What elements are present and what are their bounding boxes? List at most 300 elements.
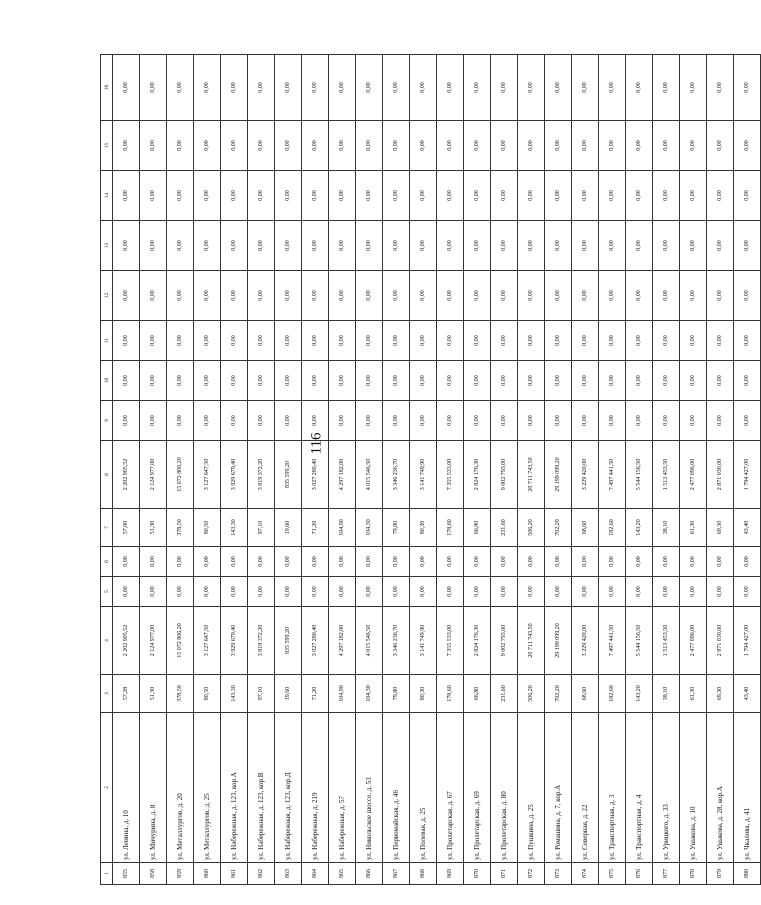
value-cell: 15 072 806,20 xyxy=(167,441,194,509)
value-cell: 0,00 xyxy=(302,547,329,577)
value-cell: 0,00 xyxy=(140,271,167,321)
column-header: 11 xyxy=(101,321,113,361)
value-cell: 0,00 xyxy=(707,321,734,361)
address-cell: ул. Набережная, д. 219 xyxy=(302,713,329,863)
value-cell: 0,00 xyxy=(302,401,329,441)
value-cell: 0,00 xyxy=(518,271,545,321)
value-cell: 69,30 xyxy=(707,509,734,547)
table-row xyxy=(194,55,221,885)
value-cell: 0,00 xyxy=(167,221,194,271)
value-cell: 7 355 533,00 xyxy=(437,441,464,509)
address-cell: ул. Металлургов, д. 25 xyxy=(194,713,221,863)
value-cell: 0,00 xyxy=(734,121,761,171)
value-cell: 0,00 xyxy=(113,401,140,441)
address-cell: ул. Ленина, д. 10 xyxy=(113,713,140,863)
value-cell: 104,90 xyxy=(329,509,356,547)
value-cell: 104,90 xyxy=(329,675,356,713)
value-cell: 0,00 xyxy=(680,221,707,271)
value-cell: 0,00 xyxy=(140,55,167,121)
value-cell: 0,00 xyxy=(518,401,545,441)
column-header: 7 xyxy=(101,509,113,547)
value-cell: 0,00 xyxy=(140,321,167,361)
value-cell: 0,00 xyxy=(383,171,410,221)
column-header: 5 xyxy=(101,577,113,607)
value-cell: 2 824 176,30 xyxy=(464,441,491,509)
value-cell: 57,28 xyxy=(113,675,140,713)
value-cell: 0,00 xyxy=(599,271,626,321)
value-cell: 7 497 441,50 xyxy=(599,441,626,509)
value-cell: 0,00 xyxy=(518,55,545,121)
value-cell: 0,00 xyxy=(194,321,221,361)
column-header: 2 xyxy=(101,713,113,863)
value-cell: 3 127 647,50 xyxy=(194,441,221,509)
column-header: 1 xyxy=(101,863,113,885)
row-number-cell: 859 xyxy=(167,863,194,885)
value-cell: 97,10 xyxy=(248,509,275,547)
value-cell: 0,00 xyxy=(140,221,167,271)
value-cell: 97,10 xyxy=(248,675,275,713)
value-cell: 231,60 xyxy=(491,509,518,547)
value-cell: 0,00 xyxy=(113,121,140,171)
value-cell: 0,00 xyxy=(437,121,464,171)
column-header: 9 xyxy=(101,401,113,441)
value-cell: 0,00 xyxy=(437,577,464,607)
value-cell: 0,00 xyxy=(248,171,275,221)
value-cell: 0,00 xyxy=(464,221,491,271)
value-cell: 0,00 xyxy=(410,401,437,441)
value-cell: 0,00 xyxy=(275,221,302,271)
value-cell: 3 346 236,70 xyxy=(383,607,410,675)
value-cell: 38,10 xyxy=(653,675,680,713)
value-cell: 0,00 xyxy=(680,121,707,171)
value-cell: 0,00 xyxy=(599,221,626,271)
row-number-cell: 877 xyxy=(653,863,680,885)
value-cell: 0,00 xyxy=(464,171,491,221)
value-cell: 0,00 xyxy=(383,221,410,271)
value-cell: 0,00 xyxy=(653,321,680,361)
value-cell: 0,00 xyxy=(572,221,599,271)
value-cell: 182,60 xyxy=(599,675,626,713)
value-cell: 0,00 xyxy=(437,271,464,321)
value-cell: 0,00 xyxy=(140,401,167,441)
value-cell: 0,00 xyxy=(167,271,194,321)
value-cell: 231,60 xyxy=(491,675,518,713)
value-cell: 0,00 xyxy=(680,271,707,321)
rotated-table xyxy=(100,55,751,885)
value-cell: 0,00 xyxy=(545,171,572,221)
value-cell: 0,00 xyxy=(167,55,194,121)
value-cell: 2 124 977,00 xyxy=(140,441,167,509)
value-cell: 19,60 xyxy=(275,675,302,713)
value-cell: 0,00 xyxy=(302,577,329,607)
value-cell: 0,00 xyxy=(680,401,707,441)
value-cell: 835 599,20 xyxy=(275,441,302,509)
address-cell: ул. Ромашина, д. 7, кор.А xyxy=(545,713,572,863)
value-cell: 0,00 xyxy=(194,577,221,607)
value-cell: 0,00 xyxy=(356,171,383,221)
table-row xyxy=(464,55,491,885)
value-cell: 0,00 xyxy=(140,171,167,221)
value-cell: 143,30 xyxy=(221,675,248,713)
value-cell: 0,00 xyxy=(518,361,545,401)
value-cell: 0,00 xyxy=(275,271,302,321)
value-cell: 0,00 xyxy=(545,401,572,441)
value-cell: 5 544 156,50 xyxy=(626,607,653,675)
value-cell: 0,00 xyxy=(491,171,518,221)
value-cell: 0,00 xyxy=(248,577,275,607)
value-cell: 0,00 xyxy=(383,577,410,607)
value-cell: 0,00 xyxy=(572,577,599,607)
value-cell: 0,00 xyxy=(140,547,167,577)
value-cell: 0,00 xyxy=(194,121,221,171)
value-cell: 61,30 xyxy=(680,509,707,547)
value-cell: 0,00 xyxy=(221,577,248,607)
value-cell: 57,00 xyxy=(113,509,140,547)
address-cell: ул. Транспортная, д. 4 xyxy=(626,713,653,863)
value-cell: 0,00 xyxy=(653,361,680,401)
value-cell: 0,00 xyxy=(356,221,383,271)
value-cell: 0,00 xyxy=(302,121,329,171)
value-cell: 4 015 546,50 xyxy=(356,441,383,509)
address-cell: ул. Пролетарская, д. 69 xyxy=(464,713,491,863)
value-cell: 0,00 xyxy=(221,271,248,321)
value-cell: 0,00 xyxy=(491,271,518,321)
value-cell: 0,00 xyxy=(518,121,545,171)
value-cell: 378,50 xyxy=(167,675,194,713)
column-header: 12 xyxy=(101,271,113,321)
value-cell: 0,00 xyxy=(464,55,491,121)
value-cell: 0,00 xyxy=(329,401,356,441)
value-cell: 104,30 xyxy=(356,675,383,713)
value-cell: 0,00 xyxy=(599,321,626,361)
value-cell: 80,50 xyxy=(194,675,221,713)
table-row xyxy=(329,55,356,885)
value-cell: 4 297 182,00 xyxy=(329,607,356,675)
value-cell: 80,50 xyxy=(194,509,221,547)
value-cell: 0,00 xyxy=(194,55,221,121)
address-cell: ул. Чкалова, д. 41 xyxy=(734,713,761,863)
column-header: 13 xyxy=(101,221,113,271)
value-cell: 0,00 xyxy=(221,171,248,221)
value-cell: 0,00 xyxy=(221,121,248,171)
value-cell: 0,00 xyxy=(302,221,329,271)
value-cell: 0,00 xyxy=(653,121,680,171)
value-cell: 0,00 xyxy=(734,55,761,121)
value-cell: 0,00 xyxy=(194,401,221,441)
value-cell: 71,20 xyxy=(302,675,329,713)
address-cell: ул. Мичурина, д. 8 xyxy=(140,713,167,863)
value-cell: 19,60 xyxy=(275,509,302,547)
address-cell: ул. Первомайская, д. 46 xyxy=(383,713,410,863)
value-cell: 0,00 xyxy=(464,271,491,321)
value-cell: 0,00 xyxy=(140,361,167,401)
value-cell: 0,00 xyxy=(437,171,464,221)
value-cell: 0,00 xyxy=(626,577,653,607)
value-cell: 2 824 176,30 xyxy=(464,607,491,675)
table-row xyxy=(113,55,140,885)
value-cell: 0,00 xyxy=(167,171,194,221)
value-cell: 0,00 xyxy=(572,401,599,441)
value-cell: 20 711 743,50 xyxy=(518,441,545,509)
value-cell: 506,20 xyxy=(518,509,545,547)
value-cell: 0,00 xyxy=(599,171,626,221)
value-cell: 15 072 806,20 xyxy=(167,607,194,675)
value-cell: 835 599,20 xyxy=(275,607,302,675)
value-cell: 0,00 xyxy=(545,547,572,577)
address-cell: ул. Пролетарская, д. 80 xyxy=(491,713,518,863)
value-cell: 0,00 xyxy=(545,221,572,271)
value-cell: 143,20 xyxy=(626,509,653,547)
value-cell: 0,00 xyxy=(626,121,653,171)
table-row xyxy=(734,55,761,885)
value-cell: 0,00 xyxy=(707,361,734,401)
value-cell: 3 346 236,70 xyxy=(383,441,410,509)
value-cell: 0,00 xyxy=(167,577,194,607)
value-cell: 0,00 xyxy=(626,55,653,121)
value-cell: 0,00 xyxy=(734,547,761,577)
value-cell: 0,00 xyxy=(113,271,140,321)
value-cell: 0,00 xyxy=(491,547,518,577)
value-cell: 0,00 xyxy=(140,121,167,171)
value-cell: 143,30 xyxy=(221,509,248,547)
value-cell: 0,00 xyxy=(572,55,599,121)
row-number-cell: 863 xyxy=(275,863,302,885)
value-cell: 0,00 xyxy=(707,55,734,121)
value-cell: 0,00 xyxy=(329,121,356,171)
address-cell: ул. Ушакова, д. 28, кор.А xyxy=(707,713,734,863)
address-cell: ул. Набережная, д. 123, кор.А xyxy=(221,713,248,863)
value-cell: 0,00 xyxy=(599,361,626,401)
value-cell: 0,00 xyxy=(464,121,491,171)
value-cell: 0,00 xyxy=(248,361,275,401)
value-cell: 51,30 xyxy=(140,509,167,547)
value-cell: 0,00 xyxy=(221,547,248,577)
table-container xyxy=(100,55,751,885)
column-header: 15 xyxy=(101,121,113,171)
value-cell: 0,00 xyxy=(113,321,140,361)
value-cell: 0,00 xyxy=(734,171,761,221)
value-cell: 0,00 xyxy=(410,547,437,577)
table-row xyxy=(680,55,707,885)
row-number-cell: 872 xyxy=(518,863,545,885)
value-cell: 2 202 905,52 xyxy=(113,607,140,675)
value-cell: 0,00 xyxy=(680,321,707,361)
value-cell: 0,00 xyxy=(653,577,680,607)
column-header: 8 xyxy=(101,441,113,509)
value-cell: 2 202 905,52 xyxy=(113,441,140,509)
value-cell: 0,00 xyxy=(734,361,761,401)
value-cell: 378,50 xyxy=(167,509,194,547)
value-cell: 0,00 xyxy=(518,171,545,221)
value-cell: 0,00 xyxy=(302,271,329,321)
value-cell: 0,00 xyxy=(329,271,356,321)
value-cell: 0,00 xyxy=(437,361,464,401)
value-cell: 79,80 xyxy=(383,675,410,713)
value-cell: 51,30 xyxy=(140,675,167,713)
address-cell: ул. Северная, д. 22 xyxy=(572,713,599,863)
address-cell: ул. Урицкого, д. 33 xyxy=(653,713,680,863)
value-cell: 0,00 xyxy=(572,321,599,361)
table-body xyxy=(113,55,761,885)
value-cell: 2 871 030,00 xyxy=(707,441,734,509)
value-cell: 3 027 280,40 xyxy=(302,607,329,675)
value-cell: 0,00 xyxy=(329,171,356,221)
value-cell: 0,00 xyxy=(653,271,680,321)
row-number-cell: 880 xyxy=(734,863,761,885)
table-row xyxy=(626,55,653,885)
value-cell: 0,00 xyxy=(410,171,437,221)
value-cell: 0,00 xyxy=(680,171,707,221)
column-header: 10 xyxy=(101,361,113,401)
value-cell: 0,00 xyxy=(707,401,734,441)
address-cell: ул. Металлургов, д. 20 xyxy=(167,713,194,863)
value-cell: 0,00 xyxy=(734,271,761,321)
value-cell: 178,60 xyxy=(437,675,464,713)
value-cell: 0,00 xyxy=(707,547,734,577)
value-cell: 0,00 xyxy=(113,577,140,607)
table-row xyxy=(518,55,545,885)
value-cell: 0,00 xyxy=(545,55,572,121)
value-cell: 0,00 xyxy=(410,121,437,171)
value-cell: 3 929 679,40 xyxy=(221,441,248,509)
address-cell: ул. Пролетарская, д. 67 xyxy=(437,713,464,863)
value-cell: 0,00 xyxy=(518,221,545,271)
value-cell: 0,00 xyxy=(653,55,680,121)
value-cell: 0,00 xyxy=(194,171,221,221)
value-cell: 0,00 xyxy=(329,547,356,577)
table-row xyxy=(167,55,194,885)
value-cell: 0,00 xyxy=(356,577,383,607)
value-cell: 0,00 xyxy=(194,271,221,321)
value-cell: 0,00 xyxy=(653,547,680,577)
value-cell: 0,00 xyxy=(545,577,572,607)
value-cell: 0,00 xyxy=(275,121,302,171)
value-cell: 0,00 xyxy=(707,221,734,271)
value-cell: 0,00 xyxy=(383,401,410,441)
value-cell: 0,00 xyxy=(545,321,572,361)
row-number-cell: 868 xyxy=(410,863,437,885)
address-cell: ул. Полевая, д. 25 xyxy=(410,713,437,863)
table-row xyxy=(707,55,734,885)
table-row xyxy=(437,55,464,885)
data-table xyxy=(100,54,761,885)
value-cell: 0,00 xyxy=(194,547,221,577)
row-number-cell: 866 xyxy=(356,863,383,885)
value-cell: 0,00 xyxy=(626,401,653,441)
value-cell: 0,00 xyxy=(248,547,275,577)
value-cell: 0,00 xyxy=(221,401,248,441)
value-cell: 0,00 xyxy=(275,321,302,361)
value-cell: 0,00 xyxy=(653,401,680,441)
table-row xyxy=(140,55,167,885)
value-cell: 0,00 xyxy=(302,361,329,401)
value-cell: 0,00 xyxy=(437,547,464,577)
row-number-cell: 870 xyxy=(464,863,491,885)
row-number-cell: 862 xyxy=(248,863,275,885)
value-cell: 0,00 xyxy=(491,121,518,171)
value-cell: 0,00 xyxy=(572,547,599,577)
value-cell: 0,00 xyxy=(680,547,707,577)
row-number-cell: 871 xyxy=(491,863,518,885)
value-cell: 0,00 xyxy=(275,547,302,577)
value-cell: 0,00 xyxy=(491,401,518,441)
value-cell: 0,00 xyxy=(302,55,329,121)
value-cell: 0,00 xyxy=(518,547,545,577)
table-header-row xyxy=(101,55,113,885)
value-cell: 0,00 xyxy=(680,55,707,121)
value-cell: 3 819 372,20 xyxy=(248,441,275,509)
row-number-cell: 875 xyxy=(599,863,626,885)
table-row xyxy=(410,55,437,885)
value-cell: 0,00 xyxy=(113,55,140,121)
column-header: 3 xyxy=(101,675,113,713)
value-cell: 182,60 xyxy=(599,509,626,547)
table-row xyxy=(221,55,248,885)
table-row xyxy=(491,55,518,885)
value-cell: 143,20 xyxy=(626,675,653,713)
value-cell: 0,00 xyxy=(491,321,518,361)
value-cell: 0,00 xyxy=(707,271,734,321)
value-cell: 0,00 xyxy=(626,271,653,321)
value-cell: 0,00 xyxy=(437,321,464,361)
value-cell: 3 229 420,00 xyxy=(572,441,599,509)
value-cell: 0,00 xyxy=(167,547,194,577)
row-number-cell: 874 xyxy=(572,863,599,885)
table-row xyxy=(572,55,599,885)
value-cell: 0,00 xyxy=(545,361,572,401)
value-cell: 178,60 xyxy=(437,509,464,547)
value-cell: 104,30 xyxy=(356,509,383,547)
value-cell: 0,00 xyxy=(275,171,302,221)
table-row xyxy=(275,55,302,885)
page-number: 116 xyxy=(308,432,325,455)
value-cell: 0,00 xyxy=(356,271,383,321)
value-cell: 0,00 xyxy=(383,361,410,401)
value-cell: 2 477 096,00 xyxy=(680,607,707,675)
value-cell: 7 355 533,00 xyxy=(437,607,464,675)
value-cell: 0,00 xyxy=(545,121,572,171)
value-cell: 69,30 xyxy=(707,675,734,713)
value-cell: 0,00 xyxy=(113,547,140,577)
row-number-cell: 865 xyxy=(329,863,356,885)
value-cell: 0,00 xyxy=(221,221,248,271)
value-cell: 702,20 xyxy=(545,675,572,713)
value-cell: 0,00 xyxy=(464,321,491,361)
value-cell: 0,00 xyxy=(248,401,275,441)
value-cell: 0,00 xyxy=(410,577,437,607)
value-cell: 0,00 xyxy=(410,321,437,361)
value-cell: 0,00 xyxy=(626,321,653,361)
address-cell: ул. Пушкина, д. 25 xyxy=(518,713,545,863)
value-cell: 43,40 xyxy=(734,675,761,713)
value-cell: 0,00 xyxy=(167,401,194,441)
value-cell: 0,00 xyxy=(248,221,275,271)
value-cell: 0,00 xyxy=(113,171,140,221)
value-cell: 0,00 xyxy=(410,221,437,271)
value-cell: 0,00 xyxy=(167,321,194,361)
value-cell: 0,00 xyxy=(248,55,275,121)
value-cell: 80,30 xyxy=(410,509,437,547)
value-cell: 0,00 xyxy=(329,221,356,271)
value-cell: 0,00 xyxy=(221,321,248,361)
value-cell: 0,00 xyxy=(356,321,383,361)
row-number-cell: 861 xyxy=(221,863,248,885)
value-cell: 0,00 xyxy=(383,547,410,577)
value-cell: 68,60 xyxy=(572,509,599,547)
value-cell: 0,00 xyxy=(167,121,194,171)
value-cell: 0,00 xyxy=(248,121,275,171)
value-cell: 20 711 743,50 xyxy=(518,607,545,675)
